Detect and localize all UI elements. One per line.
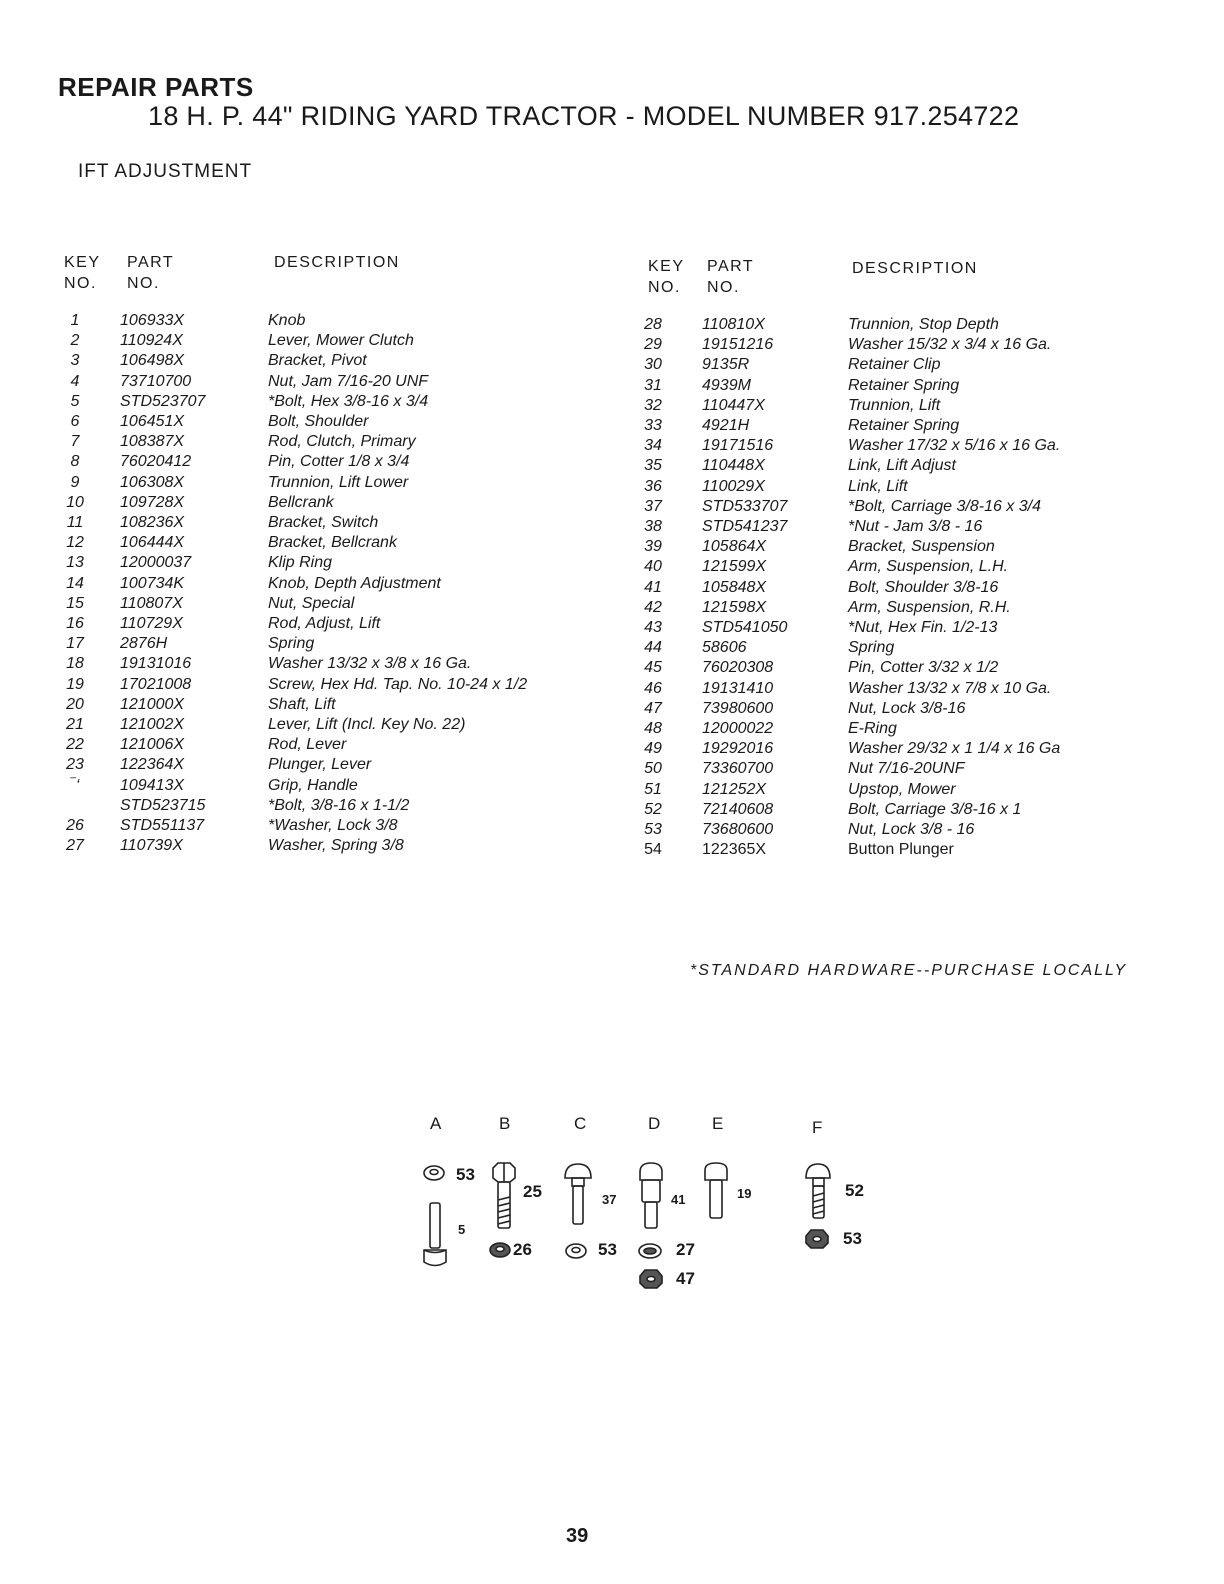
description-header-left: DESCRIPTION (274, 254, 400, 271)
part-number: 109728X (120, 493, 185, 511)
part-key-number: 43 (644, 619, 662, 636)
part-description: Trunnion, Stop Depth (848, 316, 999, 333)
part-number: STD523715 (120, 796, 206, 814)
part-key-number: 1 (70, 312, 80, 329)
hex-nut-icon (424, 1166, 444, 1180)
part-description: Trunnion, Lift (848, 396, 941, 414)
callout-d-bolt: 41 (671, 1192, 686, 1207)
part-description: Bellcrank (268, 493, 334, 511)
part-description: Grip, Handle (268, 776, 358, 794)
part-description: *Nut - Jam 3/8 - 16 (848, 518, 983, 535)
part-number: 100734K (120, 574, 185, 592)
part-number: 110729X (120, 615, 183, 632)
part-description: Pin, Cotter 1/8 x 3/4 (268, 453, 410, 471)
part-key-number: 19 (66, 675, 84, 693)
part-description: Shaft, Lift (268, 695, 336, 713)
part-number: 4939M (702, 376, 751, 394)
part-key-number: 23 (66, 756, 84, 774)
part-key-number: ‾‘ (70, 776, 80, 794)
key-header-line1: KEY (648, 258, 685, 275)
part-number: 106308X (120, 473, 185, 491)
part-key-number: 8 (70, 453, 80, 471)
part-number: 19131016 (120, 655, 192, 673)
part-key-number: 39 (644, 538, 662, 556)
part-number: 122364X (120, 756, 185, 774)
part-description: Trunnion, Lift Lower (268, 473, 409, 491)
part-key-number: 48 (644, 720, 662, 737)
hardware-letter-f: F (812, 1118, 823, 1137)
part-description: Upstop, Mower (848, 780, 956, 798)
shoulder-bolt-icon (640, 1163, 662, 1228)
hardware-letter-e: E (712, 1114, 724, 1133)
part-key-number: 53 (644, 821, 662, 838)
callout-b-washer: 26 (513, 1240, 532, 1259)
part-number: 19151216 (702, 336, 774, 354)
part-number: 121252X (702, 780, 767, 798)
part-description: *Nut, Hex Fin. 1/2-13 (848, 619, 998, 636)
hardware-letter-d: D (648, 1114, 661, 1133)
part-description: Link, Lift Adjust (848, 457, 956, 475)
subsection-title: IFT ADJUSTMENT (78, 161, 253, 182)
part-key-number: 46 (644, 679, 662, 697)
callout-c-bolt: 37 (602, 1192, 617, 1207)
part-number: 4921H (702, 417, 750, 434)
part-key-number: 49 (644, 740, 662, 758)
part-description: E-Ring (848, 720, 897, 737)
part-key-number: 35 (644, 457, 662, 475)
part-number: 110029X (702, 477, 765, 495)
hardware-letter-b: B (499, 1114, 511, 1133)
part-number: 110447X (702, 396, 765, 414)
part-key-number: 6 (70, 413, 80, 430)
part-key-number: 21 (66, 716, 84, 733)
part-key-number: 42 (644, 598, 662, 616)
part-description: Spring (268, 635, 315, 653)
part-key-number: 31 (644, 376, 662, 394)
part-number: 105864X (702, 538, 767, 556)
part-key-number: 50 (644, 760, 662, 778)
part-number: 72140608 (702, 800, 774, 818)
part-description: Pin, Cotter 3/32 x 1/2 (848, 659, 999, 677)
part-description: Rod, Lever (268, 736, 347, 754)
part-description: Rod, Adjust, Lift (268, 615, 381, 632)
hex-nut-icon (566, 1244, 586, 1258)
key-header-line2: NO. (648, 279, 681, 296)
section-title: REPAIR PARTS (58, 72, 254, 102)
hex-screw-icon (705, 1163, 727, 1218)
part-key-number: 36 (644, 477, 662, 495)
carriage-bolt-icon (806, 1164, 830, 1218)
part-description: Nut, Lock 3/8 - 16 (848, 821, 975, 838)
part-number: STD551137 (120, 817, 205, 834)
part-description: Bracket, Suspension (848, 538, 995, 556)
part-number: 9135R (702, 356, 750, 374)
page-number: 39 (566, 1525, 589, 1547)
part-number: 121006X (120, 736, 185, 754)
part-description: Retainer Clip (848, 356, 941, 374)
part-key-number: 4 (70, 372, 80, 390)
part-key-number: 9 (70, 473, 80, 491)
lock-nut-icon (640, 1270, 662, 1288)
part-number: 110739X (120, 837, 183, 855)
part-number: 19292016 (702, 740, 774, 758)
description-header-right: DESCRIPTION (852, 260, 978, 277)
part-number: 19131410 (702, 679, 774, 697)
part-description: Bracket, Pivot (268, 352, 367, 370)
key-header-line1: KEY (64, 254, 101, 271)
callout-a-nut: 53 (456, 1165, 475, 1184)
part-number: 73710700 (120, 372, 192, 390)
part-key-number: 26 (66, 817, 84, 834)
part-description: Nut, Special (268, 594, 355, 612)
lock-nut-icon (806, 1230, 828, 1248)
part-number: 17021008 (120, 675, 192, 693)
part-key-number: 27 (66, 837, 84, 855)
part-header-line1: PART (127, 254, 175, 271)
part-key-number: 13 (66, 554, 84, 572)
part-description: Rod, Clutch, Primary (268, 433, 416, 451)
part-key-number: 7 (70, 433, 80, 451)
part-key-number: 40 (644, 558, 662, 576)
callout-c-nut: 53 (598, 1240, 617, 1259)
part-number: STD523707 (120, 392, 206, 410)
part-number: 73680600 (702, 821, 774, 838)
part-description: Arm, Suspension, R.H. (848, 598, 1011, 616)
part-key-number: 38 (644, 518, 662, 535)
callout-f-nut: 53 (843, 1229, 862, 1248)
callout-d-washer: 27 (676, 1240, 695, 1259)
part-description: Knob, Depth Adjustment (268, 574, 441, 592)
part-number: 110448X (702, 457, 765, 475)
part-key-number: 14 (66, 574, 84, 592)
part-description: Bracket, Switch (268, 514, 379, 531)
part-number: 106444X (120, 534, 185, 552)
part-description: Nut, Jam 7/16-20 UNF (268, 372, 429, 390)
part-key-number: 16 (66, 615, 84, 632)
part-key-number: 37 (644, 497, 662, 515)
part-key-number: 32 (644, 396, 662, 414)
part-key-number: 30 (644, 356, 662, 374)
part-number: 76020412 (120, 453, 192, 471)
part-number: STD541050 (702, 619, 788, 636)
part-description: Klip Ring (268, 554, 333, 572)
part-key-number: 3 (70, 352, 80, 370)
part-description: Bolt, Shoulder (268, 413, 369, 430)
part-description: Washer, Spring 3/8 (268, 837, 404, 855)
part-key-number: 12 (66, 534, 84, 552)
part-description: Button Plunger (848, 841, 954, 859)
hex-bolt-icon (424, 1203, 446, 1266)
part-key-number: 28 (644, 316, 662, 333)
part-description: Bolt, Shoulder 3/8-16 (848, 578, 999, 596)
part-number: 110807X (120, 594, 183, 612)
part-key-number: 34 (644, 437, 662, 455)
part-description: Lever, Lift (Incl. Key No. 22) (268, 716, 466, 733)
part-number: 2876H (120, 635, 168, 653)
part-key-number: 51 (644, 780, 662, 798)
part-key-number: 33 (644, 417, 662, 434)
part-description: Retainer Spring (848, 376, 960, 394)
part-number: 121598X (702, 598, 767, 616)
callout-d-nut: 47 (676, 1269, 695, 1288)
part-number: 121000X (120, 695, 185, 713)
part-description: Link, Lift (848, 477, 908, 495)
part-description: *Washer, Lock 3/8 (268, 817, 398, 834)
part-description: Washer 13/32 x 7/8 x 10 Ga. (848, 679, 1052, 697)
part-key-number: 45 (644, 659, 662, 677)
part-description: Spring (848, 639, 895, 657)
part-number: STD541237 (702, 518, 788, 535)
part-key-number: 15 (66, 594, 84, 612)
part-number: 110810X (702, 316, 765, 333)
part-number: 110924X (120, 332, 183, 350)
part-description: Nut 7/16-20UNF (848, 760, 965, 778)
part-key-number: 18 (66, 655, 84, 673)
part-number: 105848X (702, 578, 767, 596)
part-description: *Bolt, Carriage 3/8-16 x 3/4 (848, 497, 1041, 515)
part-number: 12000037 (120, 554, 192, 572)
part-key-number: 47 (644, 699, 662, 717)
part-number: 12000022 (702, 720, 774, 737)
part-description: Nut, Lock 3/8-16 (848, 699, 966, 717)
part-number: 108236X (120, 514, 185, 531)
part-description: Retainer Spring (848, 417, 960, 434)
part-key-number: 29 (644, 336, 662, 354)
part-header-line2: NO. (127, 275, 160, 292)
part-key-number: 2 (70, 332, 80, 350)
hardware-letter-a: A (430, 1114, 442, 1133)
lock-washer-icon (490, 1243, 510, 1257)
part-key-number: 5 (70, 392, 80, 410)
part-description: Washer 29/32 x 1 1/4 x 16 Ga (848, 740, 1061, 758)
carriage-bolt-icon (565, 1164, 591, 1224)
part-key-number: 11 (66, 514, 84, 531)
part-number: 19171516 (702, 437, 774, 455)
part-description: Screw, Hex Hd. Tap. No. 10-24 x 1/2 (268, 675, 528, 693)
part-description: *Bolt, Hex 3/8-16 x 3/4 (268, 392, 429, 410)
part-key-number: 17 (66, 635, 84, 653)
part-header-line1: PART (707, 258, 755, 275)
part-number: 121599X (702, 558, 767, 576)
standard-hardware-note: *STANDARD HARDWARE--PURCHASE LOCALLY (690, 962, 1128, 979)
key-header-line2: NO. (64, 275, 97, 292)
part-key-number: 54 (644, 841, 662, 859)
part-number: 121002X (120, 716, 185, 733)
part-description: Knob (268, 312, 306, 329)
part-number: 73980600 (702, 699, 774, 717)
callout-e-screw: 19 (737, 1186, 752, 1201)
part-key-number: 10 (66, 493, 84, 511)
part-key-number: 44 (644, 639, 662, 657)
part-number: 109413X (120, 776, 185, 794)
part-description: Bolt, Carriage 3/8-16 x 1 (848, 800, 1022, 818)
part-description: *Bolt, 3/8-16 x 1-1/2 (268, 796, 410, 814)
part-number: 108387X (120, 433, 185, 451)
part-number: 106451X (120, 413, 185, 430)
product-title: 18 H. P. 44" RIDING YARD TRACTOR - MODEL NUMBER 917.254722 (148, 101, 1020, 131)
part-number: 122365X (702, 841, 767, 859)
hardware-letter-c: C (574, 1114, 587, 1133)
part-header-line2: NO. (707, 279, 740, 296)
part-description: Washer 15/32 x 3/4 x 16 Ga. (848, 336, 1052, 354)
part-number: 76020308 (702, 659, 774, 677)
part-number: 58606 (702, 639, 747, 657)
part-description: Washer 17/32 x 5/16 x 16 Ga. (848, 437, 1061, 455)
part-number: STD533707 (702, 497, 788, 515)
spring-washer-icon (639, 1244, 661, 1258)
part-description: Lever, Mower Clutch (268, 332, 414, 350)
part-number: 106498X (120, 352, 185, 370)
part-description: Bracket, Bellcrank (268, 534, 397, 552)
callout-a-bolt: 5 (458, 1222, 466, 1237)
hex-bolt-icon (493, 1163, 515, 1228)
callout-f-bolt: 52 (845, 1181, 864, 1200)
part-key-number: 52 (644, 800, 662, 818)
part-key-number: 22 (66, 736, 84, 754)
part-key-number: 20 (66, 695, 84, 713)
part-description: Arm, Suspension, L.H. (848, 558, 1009, 576)
part-number: 106933X (120, 312, 185, 329)
part-description: Plunger, Lever (268, 756, 372, 774)
part-description: Washer 13/32 x 3/8 x 16 Ga. (268, 655, 472, 673)
callout-b-bolt: 25 (523, 1182, 542, 1201)
part-number: 73360700 (702, 760, 774, 778)
part-key-number: 41 (644, 578, 662, 596)
